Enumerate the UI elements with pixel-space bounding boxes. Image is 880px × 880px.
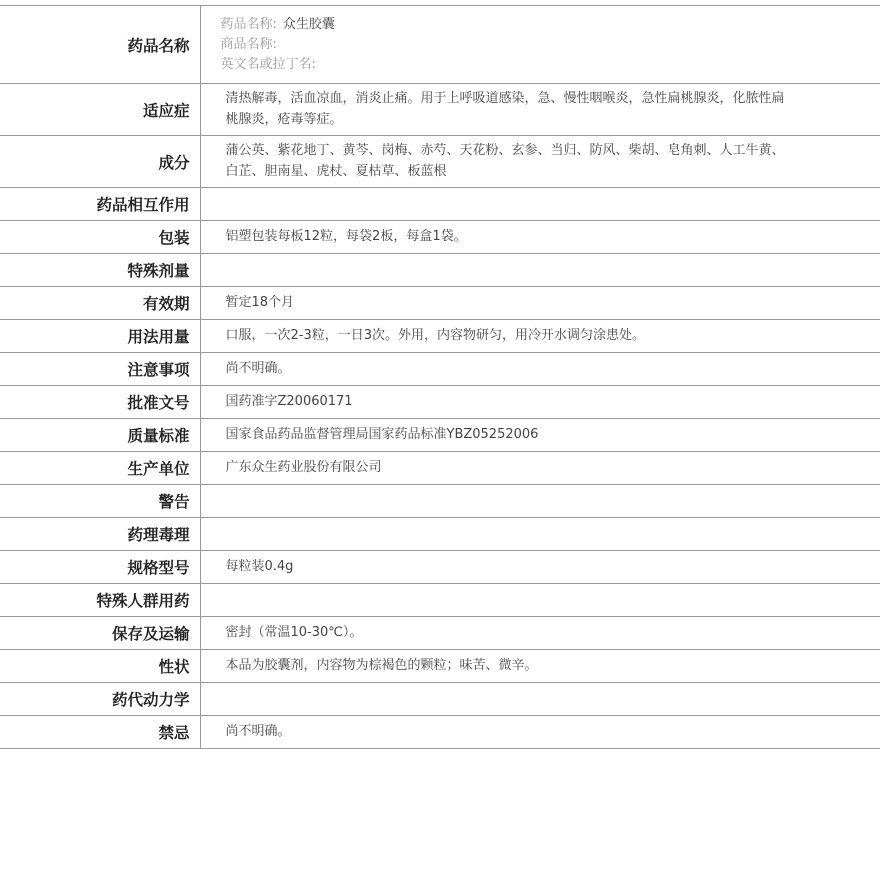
row-label: 药代动力学 — [0, 683, 200, 716]
drug-name-lines — [211, 15, 791, 75]
row-value — [200, 254, 880, 287]
row-label: 特殊剂量 — [0, 254, 200, 287]
table-row-manufacturer — [0, 452, 880, 485]
table-row-interactions — [0, 188, 880, 221]
trade-name-key: 商品名称: — [220, 36, 277, 52]
row-label: 有效期 — [0, 287, 200, 320]
drug-info-table-wrapper — [0, 5, 880, 749]
row-value: 暂定18个月 — [200, 287, 880, 320]
drug-info-table — [0, 5, 880, 749]
table-row-precautions — [0, 353, 880, 386]
row-label: 规格型号 — [0, 551, 200, 584]
row-value: 口服，一次2-3粒，一日3次。外用，内容物研匀，用冷开水调匀涂患处。 — [200, 320, 880, 353]
latin-name-line — [221, 55, 791, 75]
row-value — [200, 188, 880, 221]
row-label: 药品相互作用 — [0, 188, 200, 221]
trade-name-line — [221, 35, 791, 55]
row-value: 尚不明确。 — [200, 716, 880, 749]
table-row-specification — [0, 551, 880, 584]
row-label: 成分 — [0, 136, 200, 188]
row-label: 包装 — [0, 221, 200, 254]
drug-name-key: 药品名称: — [220, 16, 277, 32]
table-row-description — [0, 650, 880, 683]
row-value: 广东众生药业股份有限公司 — [200, 452, 880, 485]
row-value — [200, 683, 880, 716]
row-value: 国药准字Z20060171 — [200, 386, 880, 419]
table-row-drug-name — [0, 6, 880, 84]
row-value: 尚不明确。 — [200, 353, 880, 386]
row-label: 性状 — [0, 650, 200, 683]
table-row-indications — [0, 84, 880, 136]
row-value: 国家食品药品监督管理局国家药品标准YBZ05252006 — [200, 419, 880, 452]
table-row-ingredients — [0, 136, 880, 188]
row-label: 保存及运输 — [0, 617, 200, 650]
table-row-special-dosage — [0, 254, 880, 287]
row-label: 批准文号 — [0, 386, 200, 419]
row-label: 用法用量 — [0, 320, 200, 353]
table-row-pharmacology — [0, 518, 880, 551]
row-value: 每粒装0.4g — [200, 551, 880, 584]
table-row-approval-number — [0, 386, 880, 419]
row-label: 特殊人群用药 — [0, 584, 200, 617]
table-row-pharmacokinetics — [0, 683, 880, 716]
row-value — [200, 485, 880, 518]
table-row-packaging — [0, 221, 880, 254]
table-row-special-populations — [0, 584, 880, 617]
row-label: 质量标准 — [0, 419, 200, 452]
table-row-storage — [0, 617, 880, 650]
table-row-warning — [0, 485, 880, 518]
row-value: 本品为胶囊剂，内容物为棕褐色的颗粒；味苦、微辛。 — [200, 650, 880, 683]
row-value: 铝塑包装每板12粒，每袋2板，每盒1袋。 — [200, 221, 880, 254]
drug-name-line — [221, 15, 791, 35]
row-value: 清热解毒，活血凉血，消炎止痛。用于上呼吸道感染，急、慢性咽喉炎，急性扁桃腺炎，化脓性扁桃腺炎，疮毒等症。 — [200, 84, 880, 136]
row-value — [200, 6, 880, 84]
table-row-dosage — [0, 320, 880, 353]
row-label: 注意事项 — [0, 353, 200, 386]
row-label: 生产单位 — [0, 452, 200, 485]
row-value: 密封（常温10-30℃）。 — [200, 617, 880, 650]
row-label: 警告 — [0, 485, 200, 518]
table-row-contraindications — [0, 716, 880, 749]
row-value: 蒲公英、紫花地丁、黄芩、岗梅、赤芍、天花粉、玄参、当归、防风、柴胡、皂角刺、人工牛黄、白芷、胆南星、虎杖、夏枯草、板蓝根 — [200, 136, 880, 188]
row-label: 药理毒理 — [0, 518, 200, 551]
row-label: 药品名称 — [0, 6, 200, 84]
row-label: 适应症 — [0, 84, 200, 136]
drug-name-value: 众生胶囊 — [282, 16, 335, 32]
table-row-quality-standard — [0, 419, 880, 452]
table-row-shelf-life — [0, 287, 880, 320]
row-value — [200, 518, 880, 551]
row-value — [200, 584, 880, 617]
row-label: 禁忌 — [0, 716, 200, 749]
latin-name-key: 英文名或拉丁名: — [220, 56, 316, 72]
